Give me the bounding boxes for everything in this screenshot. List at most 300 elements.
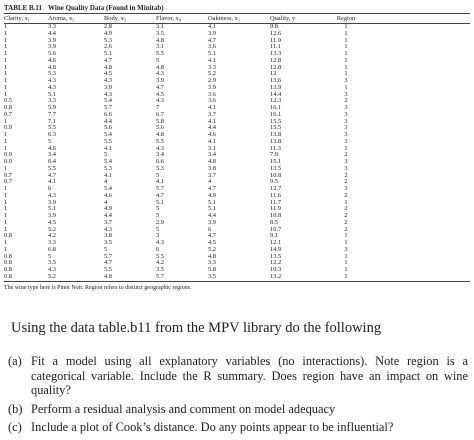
cell-flavor: 5 xyxy=(156,213,160,219)
cell-flavor: 5.5 xyxy=(156,253,164,260)
cell-clarity: 1 xyxy=(4,57,8,64)
cell-body: 5 xyxy=(104,246,108,253)
cell-flavor: 4.8 xyxy=(156,132,164,138)
cell-clarity: 0.9 xyxy=(4,159,12,165)
cell-region: 3 xyxy=(344,105,348,111)
cell-body: 4.3 xyxy=(104,91,112,98)
cell-clarity: 0.7 xyxy=(4,111,12,118)
cell-flavor: 5.7 xyxy=(156,186,164,192)
cell-clarity: 0.8 xyxy=(4,260,12,267)
cell-spacer xyxy=(366,173,470,180)
cell-region: 3 xyxy=(344,78,348,84)
cell-spacer xyxy=(366,186,470,193)
cell-spacer xyxy=(366,200,470,207)
cell-flavor: 3.9 xyxy=(156,78,164,84)
table-row xyxy=(4,105,470,112)
cell-body: 5.4 xyxy=(104,159,112,165)
cell-quality: 11.9 xyxy=(270,37,281,44)
cell-spacer xyxy=(366,44,470,51)
cell-oakiness: 3.5 xyxy=(208,274,270,281)
wine-quality-table xyxy=(4,14,470,282)
cell-spacer xyxy=(366,85,470,92)
cell-region: 1 xyxy=(344,64,348,71)
cell-clarity: 1 xyxy=(4,118,8,125)
cell-aroma: 3.3 xyxy=(48,23,56,30)
cell-aroma: 6.8 xyxy=(48,246,56,253)
cell-oakiness: 5.8 xyxy=(208,267,216,273)
table-row xyxy=(4,260,470,267)
cell-flavor: 4.8 xyxy=(156,64,164,71)
cell-oakiness: 4.7 xyxy=(208,233,216,240)
table-header-row xyxy=(4,14,470,24)
cell-region: 2 xyxy=(344,192,348,199)
cell-quality: 13.2 xyxy=(270,274,326,281)
table-row xyxy=(4,193,470,200)
wine-quality-table-block xyxy=(4,4,470,293)
cell-region: 1 xyxy=(344,30,348,37)
cell-body: 5.5 xyxy=(104,267,112,273)
cell-clarity: 1 xyxy=(4,186,8,192)
cell-oakiness: 4.8 xyxy=(208,253,216,260)
cell-oakiness: 5.2 xyxy=(208,71,216,78)
table-row xyxy=(4,125,470,132)
cell-body: 5.3 xyxy=(104,165,112,172)
cell-oakiness: 4.7 xyxy=(208,37,216,44)
cell-region: 1 xyxy=(326,274,366,281)
table-row xyxy=(4,173,470,180)
cell-oakiness: 3.6 xyxy=(208,98,216,105)
table-row xyxy=(4,85,470,92)
cell-spacer xyxy=(366,227,470,234)
cell-flavor: 6.6 xyxy=(156,159,164,165)
cell-flavor: 4.8 xyxy=(156,37,164,44)
question-item-text: Include a plot of Cook’s distance. Do any points appear to be influential? xyxy=(31,420,394,434)
cell-clarity: 1 xyxy=(4,226,8,233)
cell-flavor: 5.6 xyxy=(156,125,164,132)
cell-spacer xyxy=(366,38,470,45)
cell-clarity: 0.5 xyxy=(4,98,12,105)
question-item-label: (a) xyxy=(8,354,22,368)
cell-oakiness: 3.7 xyxy=(208,111,216,118)
cell-clarity: 1 xyxy=(4,91,8,98)
cell-quality: 14.4 xyxy=(270,91,282,98)
cell-region: 3 xyxy=(344,186,348,192)
cell-quality: 13.8 xyxy=(270,138,282,145)
cell-body: 4.7 xyxy=(104,57,112,64)
cell-clarity: 0.8 xyxy=(4,267,12,273)
cell-aroma: 5.6 xyxy=(48,51,56,57)
cell-flavor: 4.1 xyxy=(156,179,164,186)
table-row xyxy=(4,65,470,72)
cell-region: 1 xyxy=(344,260,348,267)
cell-body: 3.8 xyxy=(104,233,112,240)
cell-region: 1 xyxy=(344,51,348,57)
cell-flavor: 4.3 xyxy=(156,98,164,105)
cell-aroma: 4.6 xyxy=(48,57,56,64)
cell-body: 5.3 xyxy=(104,37,112,44)
cell-quality: 7.9 xyxy=(270,152,278,159)
cell-region: 1 xyxy=(344,240,348,246)
question-intro: Using the data table.b11 from the MPV library do the following xyxy=(11,320,382,336)
cell-spacer xyxy=(366,132,470,139)
cell-body: 4 xyxy=(104,199,108,206)
cell-region: 2 xyxy=(344,206,348,213)
cell-aroma: 3.3 xyxy=(48,240,56,246)
cell-clarity: 1 xyxy=(4,246,8,253)
cell-flavor: 5.1 xyxy=(156,199,164,206)
cell-region: 3 xyxy=(344,246,348,253)
cell-spacer xyxy=(366,92,470,99)
cell-spacer xyxy=(366,213,470,220)
cell-spacer xyxy=(366,139,470,146)
cell-spacer xyxy=(366,267,470,274)
cell-oakiness: 3.9 xyxy=(208,30,216,37)
cell-flavor: 7 xyxy=(156,105,160,111)
cell-body: 4.3 xyxy=(104,78,112,84)
cell-spacer xyxy=(366,58,470,65)
cell-clarity: 1 xyxy=(4,51,8,57)
table-row xyxy=(4,247,470,254)
cell-clarity: 1 xyxy=(4,78,8,84)
cell-aroma: 4.7 xyxy=(48,172,56,179)
table-row xyxy=(4,146,470,153)
cell-quality: 12.8 xyxy=(270,57,282,64)
cell-flavor: 4.2 xyxy=(156,260,164,267)
cell-region: 2 xyxy=(344,226,348,233)
cell-quality: 12.3 xyxy=(270,98,282,105)
cell-aroma: 5.2 xyxy=(48,226,56,233)
cell-aroma: 4.3 xyxy=(48,78,56,84)
cell-region: 1 xyxy=(344,253,348,260)
cell-region: 3 xyxy=(344,138,348,145)
cell-oakiness: 3.1 xyxy=(208,145,216,152)
cell-quality: 11.1 xyxy=(270,44,281,51)
cell-quality: 12.7 xyxy=(270,186,282,192)
cell-region: 1 xyxy=(344,267,348,273)
cell-aroma: 4.6 xyxy=(48,145,56,152)
cell-body: 3.5 xyxy=(104,240,112,246)
cell-region: 2 xyxy=(344,179,348,186)
table-row xyxy=(4,24,470,31)
cell-clarity: 0.8 xyxy=(4,253,12,260)
cell-region: 1 xyxy=(344,37,348,44)
cell-body: 5.4 xyxy=(104,132,112,138)
cell-oakiness: 4.4 xyxy=(208,213,216,219)
cell-body: 5.1 xyxy=(104,51,112,57)
cell-flavor: 5 xyxy=(156,57,160,64)
cell-oakiness: 3.9 xyxy=(208,219,216,226)
cell-oakiness: 3.4 xyxy=(208,152,216,159)
header-oakiness: Oakiness, x₅ xyxy=(208,14,270,24)
table-row xyxy=(4,254,470,261)
cell-spacer xyxy=(366,179,470,186)
cell-clarity: 0.7 xyxy=(4,179,12,186)
cell-aroma: 4.8 xyxy=(48,64,56,71)
cell-spacer xyxy=(366,233,470,240)
cell-region: 1 xyxy=(344,84,348,91)
cell-region: 3 xyxy=(344,159,348,165)
cell-quality: 9.8 xyxy=(270,23,278,30)
table-body xyxy=(4,24,470,282)
cell-flavor: 3.1 xyxy=(156,44,164,51)
cell-spacer xyxy=(366,51,470,58)
table-row xyxy=(4,58,470,65)
cell-region: 1 xyxy=(344,23,348,30)
cell-body: 5.4 xyxy=(104,186,112,192)
cell-region: 2 xyxy=(344,172,348,179)
cell-aroma: 7.1 xyxy=(48,118,56,125)
cell-clarity: 1 xyxy=(4,44,8,51)
cell-clarity: 1 xyxy=(4,145,8,152)
cell-oakiness: 3.6 xyxy=(208,44,216,51)
table-row xyxy=(4,78,470,85)
cell-region: 2 xyxy=(344,213,348,219)
cell-spacer xyxy=(366,125,470,132)
cell-oakiness: 6 xyxy=(208,226,212,233)
header-spacer xyxy=(366,14,470,24)
cell-aroma: 7.7 xyxy=(48,111,56,118)
table-row xyxy=(4,132,470,139)
cell-clarity: 0.8 xyxy=(4,274,48,281)
table-row xyxy=(4,98,470,105)
cell-oakiness: 4.1 xyxy=(208,138,216,145)
cell-spacer xyxy=(366,193,470,200)
cell-body: 4.1 xyxy=(104,172,112,179)
cell-body: 4.5 xyxy=(104,71,112,78)
cell-oakiness: 4.4 xyxy=(208,125,216,132)
cell-body: 4.4 xyxy=(104,118,112,125)
cell-spacer xyxy=(366,119,470,126)
cell-clarity: 1 xyxy=(4,213,8,219)
cell-aroma: 6.4 xyxy=(48,159,56,165)
cell-region: 3 xyxy=(344,118,348,125)
cell-flavor: 3 xyxy=(156,233,160,240)
cell-oakiness: 5.1 xyxy=(208,51,216,57)
cell-aroma: 4.5 xyxy=(48,219,56,226)
question-item-label: (b) xyxy=(8,401,23,416)
cell-spacer xyxy=(366,24,470,31)
cell-clarity: 1 xyxy=(4,138,8,145)
cell-spacer xyxy=(366,220,470,227)
cell-spacer xyxy=(366,247,470,254)
cell-aroma: 4.3 xyxy=(48,84,56,91)
cell-body: 4.3 xyxy=(104,226,112,233)
cell-quality: 13.6 xyxy=(270,78,282,84)
table-row xyxy=(4,51,470,58)
cell-aroma: 3.9 xyxy=(48,44,56,51)
cell-quality: 13.5 xyxy=(270,165,282,172)
cell-region: 3 xyxy=(344,165,348,172)
cell-quality: 13.9 xyxy=(270,84,282,91)
cell-flavor: 5 xyxy=(156,206,160,213)
table-row xyxy=(4,38,470,45)
question-item-text: Fit a model using all explanatory variables (no interactions). Note region is a categorical variable. Include the R summary. Does region have an impact on wine quality? xyxy=(31,354,468,397)
cell-body: 4.8 xyxy=(104,64,112,71)
cell-body: 5 xyxy=(104,152,108,159)
cell-clarity: 0.9 xyxy=(4,152,12,159)
cell-body: 4.9 xyxy=(104,206,112,213)
table-row xyxy=(4,227,470,234)
cell-quality: 10.3 xyxy=(270,267,282,273)
cell-body: 4 xyxy=(104,179,108,186)
cell-spacer xyxy=(366,254,470,261)
cell-oakiness: 5.1 xyxy=(208,206,216,213)
cell-clarity: 1 xyxy=(4,71,8,78)
cell-oakiness: 3.6 xyxy=(208,91,216,98)
cell-aroma: 3.5 xyxy=(48,260,56,267)
cell-flavor: 4.3 xyxy=(156,145,164,152)
cell-body: 4.1 xyxy=(104,145,112,152)
cell-spacer xyxy=(366,98,470,105)
question-item-c xyxy=(8,420,468,435)
header-flavor: Flavor, x₄ xyxy=(156,14,208,24)
cell-region: 3 xyxy=(344,132,348,138)
table-row xyxy=(4,213,470,220)
cell-spacer xyxy=(366,240,470,247)
table-row xyxy=(4,31,470,38)
cell-oakiness: 3.9 xyxy=(208,84,216,91)
cell-spacer xyxy=(366,166,470,173)
table-row xyxy=(4,44,470,51)
cell-aroma: 5.3 xyxy=(48,71,56,78)
cell-clarity: 1 xyxy=(4,219,8,226)
cell-clarity: 1 xyxy=(4,132,8,138)
table-row xyxy=(4,220,470,227)
cell-flavor: 3.5 xyxy=(156,30,164,37)
cell-quality: 12.8 xyxy=(270,64,282,71)
cell-quality: 9.1 xyxy=(270,233,278,240)
cell-clarity: 1 xyxy=(4,23,8,30)
cell-aroma: 4.2 xyxy=(48,233,56,240)
cell-clarity: 1 xyxy=(4,30,8,37)
cell-quality: 11.9 xyxy=(270,206,281,213)
cell-flavor: 6.7 xyxy=(156,111,164,118)
cell-aroma: 4.3 xyxy=(48,267,56,273)
cell-aroma: 5.9 xyxy=(48,105,56,111)
cell-body: 3.7 xyxy=(104,219,112,226)
table-row xyxy=(4,206,470,213)
question-list xyxy=(8,354,468,439)
cell-clarity: 0.8 xyxy=(4,233,12,240)
cell-flavor: 4.7 xyxy=(156,192,164,199)
question-item-a xyxy=(8,354,468,398)
cell-quality: 13.3 xyxy=(270,51,282,57)
cell-oakiness: 4.1 xyxy=(208,57,216,64)
cell-body: 5.4 xyxy=(104,98,112,105)
cell-flavor: 3.1 xyxy=(156,23,164,30)
cell-region: 2 xyxy=(344,98,348,105)
table-caption-number: TABLE B.11 xyxy=(4,4,42,12)
cell-region: 1 xyxy=(344,199,348,206)
header-clarity: Clarity, x₁ xyxy=(4,14,48,24)
cell-aroma: 3.9 xyxy=(48,199,56,206)
cell-quality: 10.7 xyxy=(270,226,282,233)
table-row xyxy=(4,166,470,173)
cell-flavor: 3.5 xyxy=(156,267,164,273)
cell-body: 3.9 xyxy=(104,84,112,91)
cell-quality: 13.5 xyxy=(270,253,282,260)
cell-spacer xyxy=(366,65,470,72)
header-body: Body, x₃ xyxy=(104,14,156,24)
cell-aroma: 5.1 xyxy=(48,206,56,213)
cell-quality: 16.1 xyxy=(270,111,282,118)
cell-quality: 12 xyxy=(270,71,277,78)
cell-region: 1 xyxy=(344,44,348,51)
cell-quality: 15.1 xyxy=(270,159,282,165)
cell-clarity: 0.8 xyxy=(4,105,12,111)
cell-flavor: 5.5 xyxy=(156,51,164,57)
cell-quality: 16.1 xyxy=(270,105,282,111)
cell-aroma: 4.3 xyxy=(48,192,56,199)
cell-flavor: 5.8 xyxy=(156,118,164,125)
cell-quality: 10.8 xyxy=(270,172,282,179)
cell-oakiness: 3.8 xyxy=(208,165,216,172)
cell-body: 6.6 xyxy=(104,111,112,118)
cell-oakiness: 2.9 xyxy=(208,78,216,84)
cell-region: 1 xyxy=(344,57,348,64)
cell-region: 1 xyxy=(344,145,348,152)
cell-clarity: 0.9 xyxy=(4,125,12,132)
cell-quality: 14.9 xyxy=(270,246,282,253)
cell-body: 4.4 xyxy=(104,213,112,219)
cell-region: 3 xyxy=(344,91,348,98)
cell-oakiness: 4.1 xyxy=(208,23,216,30)
table-row xyxy=(4,233,470,240)
cell-spacer xyxy=(366,146,470,153)
cell-flavor: 6 xyxy=(156,246,160,253)
cell-body: 2.6 xyxy=(104,44,112,51)
header-quality: Quality, y xyxy=(270,14,326,24)
cell-oakiness: 3.3 xyxy=(208,260,216,267)
cell-region: 2 xyxy=(344,152,348,159)
cell-oakiness: 4.1 xyxy=(208,105,216,111)
cell-aroma: 6 xyxy=(48,186,52,192)
cell-oakiness: 5.2 xyxy=(208,246,216,253)
cell-aroma: 5 xyxy=(48,253,52,260)
table-row xyxy=(4,71,470,78)
cell-quality: 9.5 xyxy=(270,179,278,186)
cell-clarity: 1 xyxy=(4,165,8,172)
table-row xyxy=(4,186,470,193)
cell-flavor: 4.5 xyxy=(156,91,164,98)
table-row xyxy=(4,139,470,146)
cell-flavor: 5.7 xyxy=(156,274,208,281)
question-item-b xyxy=(8,402,468,417)
cell-clarity: 1 xyxy=(4,199,8,206)
table-row xyxy=(4,200,470,207)
cell-aroma: 5.5 xyxy=(48,165,56,172)
table-row xyxy=(4,179,470,186)
cell-oakiness: 4.1 xyxy=(208,118,216,125)
cell-region: 1 xyxy=(344,71,348,78)
cell-region: 2 xyxy=(344,219,348,226)
cell-flavor: 2.9 xyxy=(156,219,164,226)
cell-clarity: 1 xyxy=(4,64,8,71)
cell-oakiness: 4.7 xyxy=(208,186,216,192)
table-footnote: The wine type here is Pinot Noir. Region refers to distinct geographic regions. xyxy=(4,284,192,291)
cell-quality: 15.5 xyxy=(270,118,282,125)
cell-spacer xyxy=(366,206,470,213)
cell-quality: 11.6 xyxy=(270,192,281,199)
cell-body: 2.8 xyxy=(104,23,112,30)
cell-flavor: 4.3 xyxy=(156,71,164,78)
table-row xyxy=(4,119,470,126)
cell-body: 5.6 xyxy=(104,125,112,132)
cell-spacer xyxy=(366,78,470,85)
cell-aroma: 4.4 xyxy=(48,30,56,37)
cell-flavor: 4.3 xyxy=(156,240,164,246)
cell-oakiness: 3.7 xyxy=(208,172,216,179)
